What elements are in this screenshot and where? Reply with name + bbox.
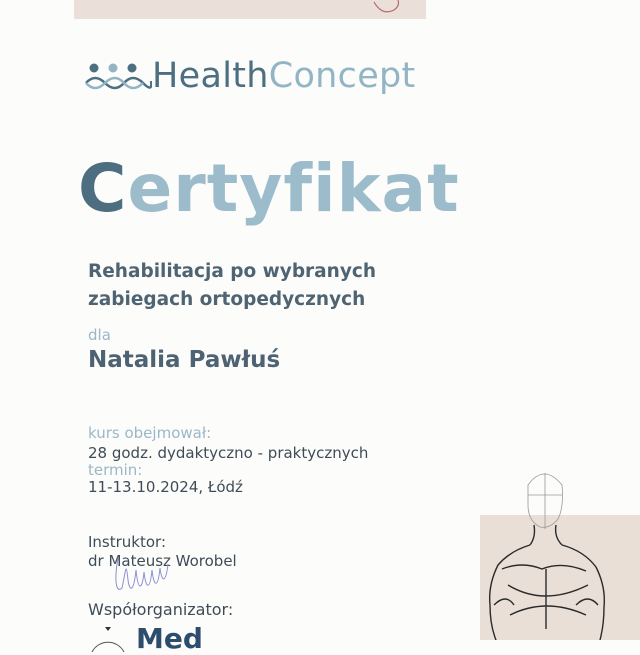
- signature-fragment: [74, 0, 426, 19]
- healthconcept-logo: [84, 56, 416, 96]
- top-decorative-banner: [74, 0, 426, 19]
- anatomy-sketch-image: [480, 465, 640, 640]
- coorganizer-label: Współorganizator:: [88, 600, 234, 619]
- recipient-name: Natalia Pawłuś: [88, 347, 281, 373]
- instructor-name: dr Mateusz Worobel: [88, 552, 237, 570]
- partner-logo: [88, 624, 203, 654]
- course-title-line1: Rehabilitacja po wybranych: [88, 261, 377, 282]
- instructor-label: Instruktor:: [88, 533, 167, 551]
- scope-value: 28 godz. dydaktyczno - praktycznych: [88, 443, 369, 462]
- date-value: 11-13.10.2024, Łódź: [88, 478, 243, 496]
- title-rest: ertyfikat: [127, 150, 460, 227]
- course-title-line2: zabiegach ortopedycznych: [88, 289, 366, 310]
- recipient-label: dla: [88, 326, 111, 344]
- scope-label: kurs obejmował:: [88, 424, 212, 442]
- date-label: termin:: [88, 461, 143, 479]
- logo-text-health: Health: [152, 56, 269, 96]
- people-wave-icon: [84, 59, 152, 93]
- logo-text-concept: Concept: [268, 56, 416, 96]
- course-title: [88, 258, 376, 314]
- title-first-letter: C: [78, 150, 128, 227]
- instructor-signature: [112, 550, 172, 600]
- partner-name: Med: [136, 622, 203, 655]
- partner-circle-icon: [88, 624, 128, 654]
- certificate-title: [78, 150, 460, 227]
- course-details: [88, 424, 368, 498]
